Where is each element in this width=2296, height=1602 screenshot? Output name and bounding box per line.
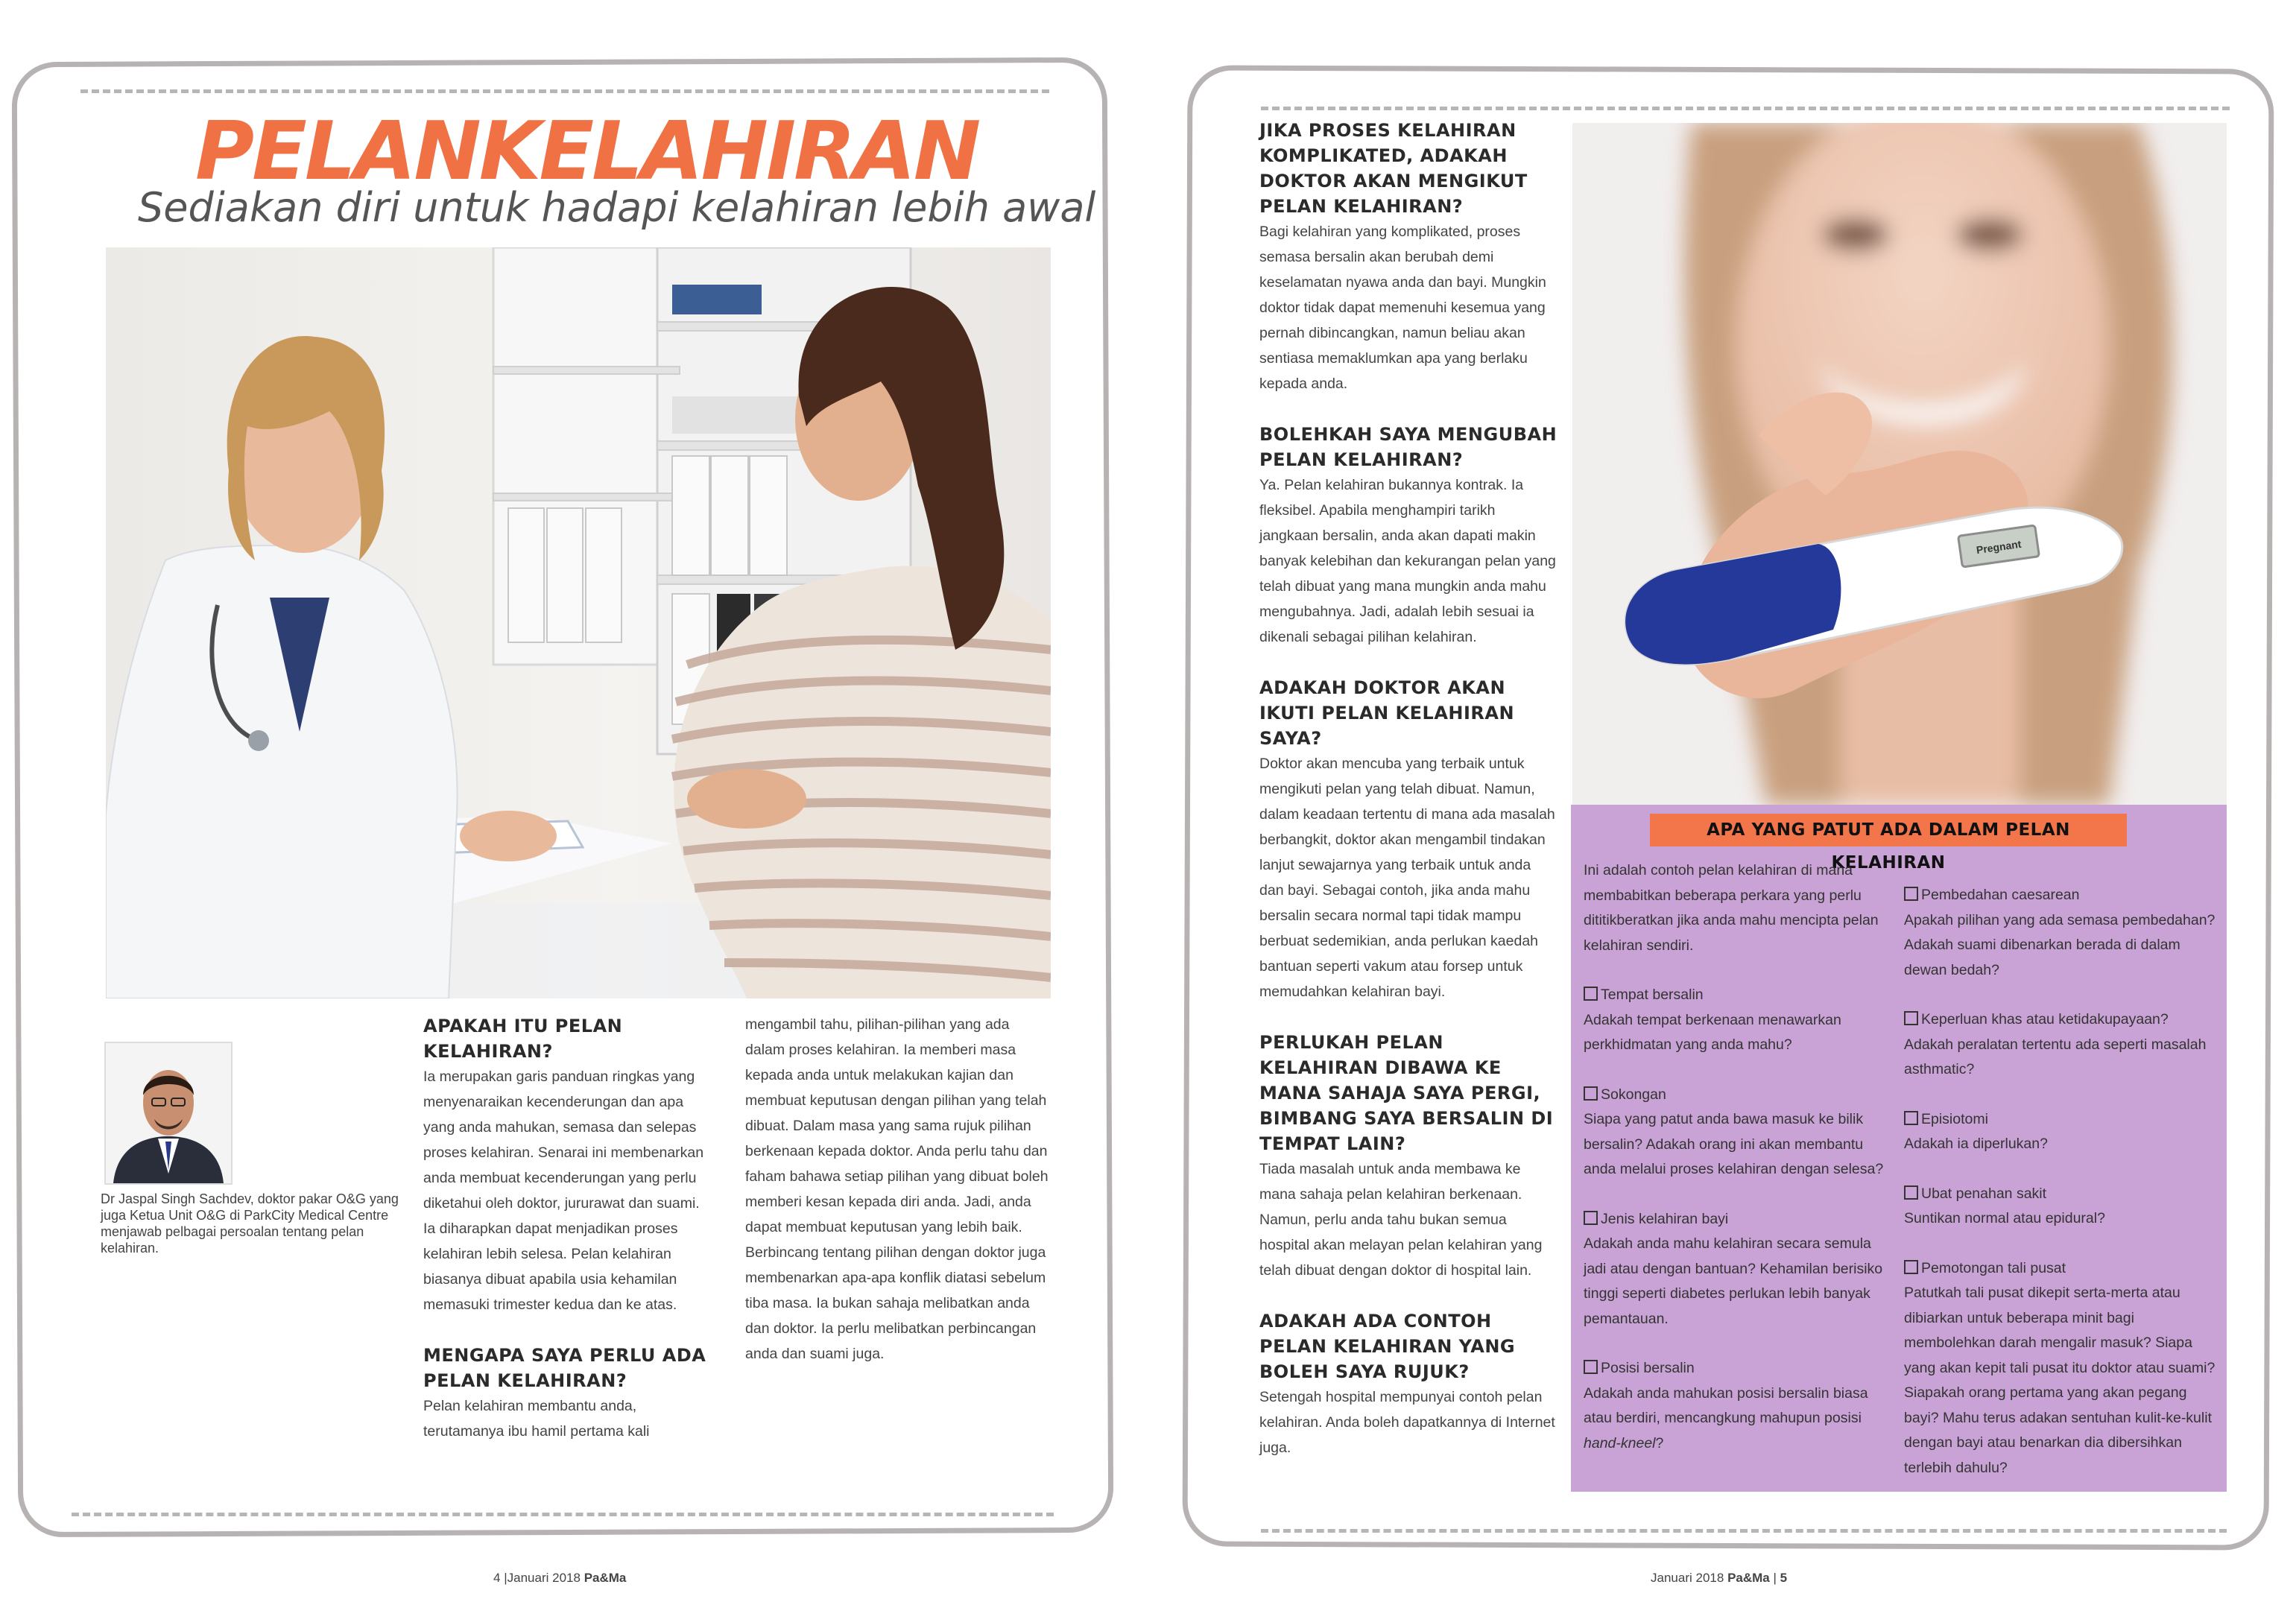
checklist-item-text: Adakah tempat berkenaan menawarkan perkhidmatan yang anda mahu? — [1584, 1011, 1841, 1053]
right-page-footer — [1651, 1571, 1787, 1586]
footer-month: Januari — [507, 1571, 549, 1585]
checklist-item — [1904, 1107, 2217, 1157]
section-body: Ya. Pelan kelahiran bukannya kontrak. Ia fleksibel. Apabila menghampiri tarikh jangkaan bersalin, anda akan dapati makin banyak kelebihan dan kekurangan pelan yang telah dibuat yang mana mungkin anda mahu mengubahnya. Jadi, adalah lebih sesuai ia dikenali sebagai pilihan kelahiran. — [1259, 477, 1556, 645]
section-body-continued: mengambil tahu, pilihan-pilihan yang ada dalam proses kelahiran. Ia memberi masa kepada anda untuk melakukan kajian dan membuat keputusan dengan pilihan yang telah dibuat. Dalam masa yang sama rujuk pilihan berkenaan kepada doktor. Anda perlu tahu dan faham bahawa setiap pilihan yang dibuat boleh memberi kesan kepada diri anda. Jadi, anda dapat membuat keputusan yang lebih baik. Berbincang tentang pilihan dengan doktor juga membenarkan apa-apa konflik diatasi sebelum tiba masa. Ia bukan sahaja melibatkan anda dan doktor. Ia perlu melibatkan perbincangan anda dan suami juga. — [745, 1016, 1049, 1362]
footer-separator: | — [504, 1571, 507, 1585]
checklist-item-text: Apakah pilihan yang ada semasa pembedahan? Adakah suami dibenarkan berada di dalam dewan bedah? — [1904, 911, 2216, 978]
footer-brand: Pa&Ma — [1727, 1571, 1770, 1585]
section-body: Bagi kelahiran yang komplikated, proses semasa bersalin akan berubah demi keselamatan nyawa anda dan bayi. Mungkin doktor tidak dapat memenuhi kesemua yang pernah dibincangkan, namun beliau akan sentiasa memaklumkan apa yang berlaku kepada anda. — [1259, 224, 1546, 392]
section-heading: APAKAH ITU PELAN KELAHIRAN? — [423, 1016, 623, 1062]
section-heading: BOLEHKAH SAYA MENGUBAH PELAN KELAHIRAN? — [1259, 424, 1557, 470]
page-subtitle: Sediakan diri untuk hadapi kelahiran lebih awal — [138, 184, 1096, 231]
checklist-item — [1904, 1182, 2217, 1232]
footer-brand: Pa&Ma — [584, 1571, 627, 1585]
checklist-item-label: Episiotomi — [1921, 1110, 1988, 1127]
page-title: PELANKELAHIRAN — [195, 105, 979, 198]
top-dashed-rule-left — [80, 89, 1049, 93]
checklist-item-text: Patutkah tali pusat dikepit serta-merta atau dibiarkan untuk beberapa minit bagi membolehkan darah mengalir masuk? Siapa yang akan kepit tali pusat itu doktor atau suami? Siapakah orang pertama yang akan pegang bayi? Mahu terus adakan sentuhan kulit-ke-kulit dengan bayi atau benarkan dia dibersihkan terlebih dahulu? — [1904, 1285, 2216, 1476]
footer-month: Januari — [1651, 1571, 1692, 1585]
checklist-item-text-end: ? — [1655, 1434, 1664, 1451]
checkbox-icon[interactable] — [1904, 1111, 1918, 1125]
page-number: 4 — [493, 1571, 501, 1585]
checklist-item — [1584, 983, 1897, 1058]
section-heading: ADAKAH DOKTOR AKAN IKUTI PELAN KELAHIRAN SAYA? — [1259, 677, 1515, 749]
left-column-3 — [745, 1012, 1051, 1367]
checkbox-icon[interactable] — [1904, 887, 1918, 901]
checklist-item-text: Adakah peralatan tertentu ada seperti masalah asthmatic? — [1904, 1036, 2207, 1077]
section-heading: MENGAPA SAYA PERLU ADA PELAN KELAHIRAN? — [423, 1345, 706, 1391]
footer-separator: | — [1773, 1571, 1777, 1585]
section-body: Ia merupakan garis panduan ringkas yang menyenaraikan kecenderungan dan apa yang anda mahukan, semasa dan selepas proses kelahiran. Senarai ini membenarkan anda membuat kecenderungan yang perlu diketahui oleh doktor, jururawat dan suami. Ia diharapkan dapat menjadikan proses kelahiran lebih selesa. Pelan kelahiran biasanya dibuat apabila usia kehamilan memasuki trimester kedua dan ke atas. — [423, 1068, 704, 1313]
bottom-dashed-rule-right — [1261, 1529, 2227, 1533]
checklist-item-text: Suntikan normal atau epidural? — [1904, 1210, 2105, 1226]
checkbox-icon[interactable] — [1584, 987, 1598, 1001]
checklist-item-label: Sokongan — [1601, 1086, 1666, 1103]
section-heading: PERLUKAH PELAN KELAHIRAN DIBAWA KE MANA SAHAJA SAYA PERGI, BIMBANG SAYA BERSALIN DI TEMPAT LAIN? — [1259, 1032, 1554, 1154]
section-heading: JIKA PROSES KELAHIRAN KOMPLIKATED, ADAKAH DOKTOR AKAN MENGIKUT PELAN KELAHIRAN? — [1259, 120, 1528, 217]
checklist-item — [1584, 1207, 1897, 1332]
checklist-item-label: Ubat penahan sakit — [1921, 1185, 2047, 1202]
checkbox-icon[interactable] — [1584, 1211, 1598, 1225]
checkbox-icon[interactable] — [1584, 1360, 1598, 1374]
checkbox-icon[interactable] — [1904, 1260, 1918, 1274]
checklist-item-text-italic: hand-kneel — [1584, 1434, 1656, 1451]
checklist-item — [1904, 1007, 2217, 1083]
checklist-left-column — [1584, 858, 1897, 1456]
checklist-item-label: Tempat bersalin — [1601, 987, 1704, 1003]
bottom-dashed-rule-left — [72, 1513, 1054, 1516]
checklist-right-column — [1904, 883, 2217, 1481]
pregnancy-test-photo — [1572, 123, 2227, 805]
test-display-text: Pregnant — [1975, 537, 2023, 557]
checklist-item-text-part: Adakah anda mahukan posisi bersalin biasa atau berdiri, mencangkung mahupun posisi — [1584, 1384, 1868, 1426]
checklist-item-text: Adakah ia diperlukan? — [1904, 1136, 2048, 1152]
checklist-item-label: Keperluan khas atau ketidakupayaan? — [1921, 1011, 2169, 1028]
checkbox-icon[interactable] — [1584, 1086, 1598, 1101]
checklist-item-label: Jenis kelahiran bayi — [1601, 1210, 1729, 1227]
doctor-portrait-photo — [104, 1042, 233, 1185]
checklist-item-label: Pembedahan caesarean — [1921, 887, 2080, 903]
left-page-footer — [493, 1571, 626, 1586]
section-body: Doktor akan mencuba yang terbaik untuk mengikuti pelan yang telah dibuat. Namun, dalam keadaan tertentu di mana ada masalah berbangkit, doktor akan mengambil tindakan lanjut sewajarnya yang terbaik untuk anda dan bayi. Sebagai contoh, jika anda mahu bersalin secara normal tapi tidak mampu berbuat sedemikian, anda perlukan kaedah bantuan seperti vakum atau forsep untuk memudahkan kelahiran bayi. — [1259, 756, 1555, 1000]
checklist-item-text: Adakah anda mahu kelahiran secara semula jadi atau dengan bantuan? Kehamilan berisiko tinggi seperti diabetes perlukan lebih banyak pemantauan. — [1584, 1235, 1883, 1327]
checklist-item — [1904, 883, 2217, 983]
page-number: 5 — [1780, 1571, 1788, 1585]
section-heading: ADAKAH ADA CONTOH PELAN KELAHIRAN YANG BOLEH SAYA RUJUK? — [1259, 1311, 1516, 1382]
checklist-item-text — [1584, 1381, 1897, 1457]
section-body: Tiada masalah untuk anda membawa ke mana sahaja pelan kelahiran berkenaan. Namun, perlu anda tahu bukan semua hospital akan melayan pelan kelahiran yang telah dibuat dengan doktor di hospital lain. — [1259, 1161, 1543, 1279]
checklist-item-text: Siapa yang patut anda bawa masuk ke bilik bersalin? Adakah orang ini akan membantu anda melalui proses kelahiran dengan selesa? — [1584, 1111, 1884, 1177]
doctor-caption: Dr Jaspal Singh Sachdev, doktor pakar O&G yang juga Ketua Unit O&G di ParkCity Medical Centre menjawab pelbagai persoalan tentang pelan kelahiran. — [101, 1191, 399, 1256]
checklist-item — [1584, 1083, 1897, 1182]
footer-year: 2018 — [552, 1571, 581, 1585]
checklist-item — [1904, 1256, 2217, 1481]
section-body: Pelan kelahiran membantu anda, terutamanya ibu hamil pertama kali — [423, 1398, 650, 1440]
left-column-2 — [423, 1013, 714, 1444]
right-text-column — [1259, 118, 1557, 1460]
checklist-item — [1584, 1356, 1897, 1456]
doctor-patient-photo — [106, 247, 1051, 998]
checkbox-icon[interactable] — [1904, 1185, 1918, 1200]
section-body: Setengah hospital mempunyai contoh pelan kelahiran. Anda boleh dapatkannya di Internet juga. — [1259, 1389, 1555, 1456]
checkbox-icon[interactable] — [1904, 1011, 1918, 1025]
checklist-intro: Ini adalah contoh pelan kelahiran di mana membabitkan beberapa perkara yang perlu dititikberatkan jika anda mahu mencipta pelan kelahiran sendiri. — [1584, 862, 1879, 954]
checklist-title: APA YANG PATUT ADA DALAM PELAN KELAHIRAN — [1650, 814, 2127, 846]
top-dashed-rule-right — [1261, 107, 2230, 110]
checklist-item-label: Pemotongan tali pusat — [1921, 1259, 2066, 1276]
footer-year: 2018 — [1695, 1571, 1724, 1585]
checklist-item-label: Posisi bersalin — [1601, 1360, 1695, 1376]
